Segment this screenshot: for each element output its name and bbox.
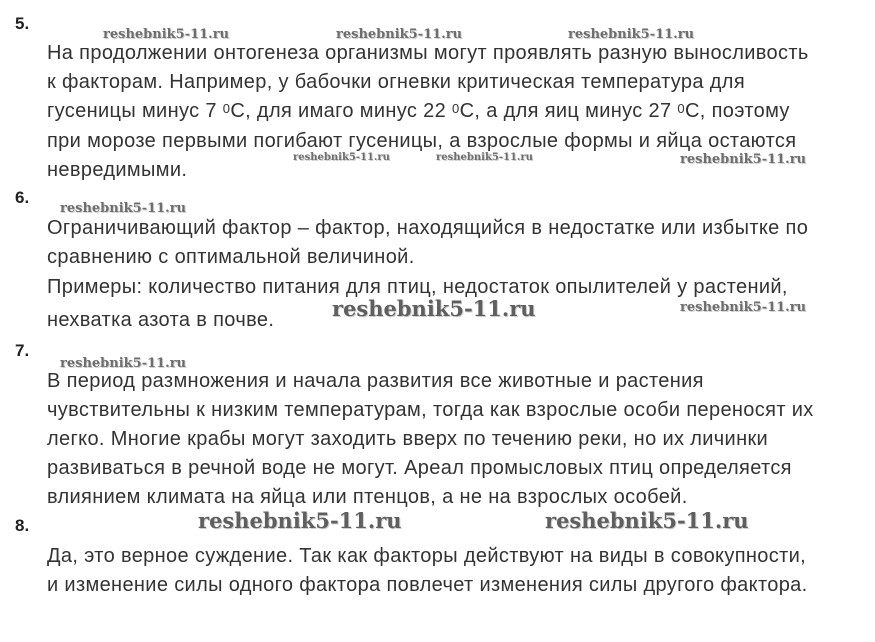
watermark: reshebnik5-11.ru (60, 356, 187, 371)
paragraph-line: Примеры: количество питания для птиц, недостаток опылителей у растений, (47, 276, 788, 298)
paragraph-line: к факторам. Например, у бабочки огневки критическая температура для (47, 71, 746, 93)
watermark: reshebnik5-11.ru (198, 508, 402, 533)
watermark: reshebnik5-11.ru (568, 27, 695, 42)
degree-superscript: 0 (222, 101, 231, 116)
paragraph-line: Да, это верное суждение. Так как факторы действуют на виды в совокупности, (47, 545, 807, 567)
paragraph-line: чувствительны к низким температурам, тогда как взрослые особи переносят их (47, 399, 814, 421)
degree-superscript: 0 (677, 101, 685, 116)
paragraph-line: нехватка азота в почве. (47, 309, 275, 331)
watermark: reshebnik5-11.ru (332, 296, 536, 321)
watermark: reshebnik5-11.ru (680, 300, 807, 315)
paragraph-line: легко. Многие крабы могут заходить вверх по течению реки, но их личинки (47, 428, 769, 450)
paragraph-line: при морозе первыми погибают гусеницы, а взрослые формы и яйца остаются (47, 130, 797, 152)
paragraph-line: В период размножения и начала развития все животные и растения (47, 370, 704, 392)
paragraph-line: невредимыми. (47, 159, 188, 181)
item-number: 8. (15, 516, 30, 535)
watermark: reshebnik5-11.ru (293, 152, 390, 163)
watermark: reshebnik5-11.ru (436, 152, 533, 163)
paragraph-line: развиваться в речной воде не могут. Ареал промысловых птиц определяется (47, 457, 792, 479)
watermark: reshebnik5-11.ru (103, 27, 230, 42)
watermark: reshebnik5-11.ru (680, 152, 807, 167)
paragraph-line: гусеницы минус 7 $^0$C, для имаго минус 22 $^0$C, а для яиц минус 27 $^0$C, поэтому (47, 100, 790, 122)
paragraph-line: влиянием климата на яйца или птенцов, а не на взрослых особей. (47, 486, 688, 508)
paragraph-line: сравнению с оптимальной величиной. (47, 246, 415, 268)
item-number: 7. (15, 341, 30, 360)
watermark: reshebnik5-11.ru (545, 508, 749, 533)
item-number: 6. (15, 188, 30, 207)
paragraph-line: и изменение силы одного фактора повлечет изменения силы другого фактора. (47, 574, 808, 596)
paragraph-line: На продолжении онтогенеза организмы могут проявлять разную выносливость (47, 42, 809, 64)
watermark: reshebnik5-11.ru (336, 27, 463, 42)
degree-superscript: 0 (452, 101, 460, 116)
paragraph-line: Ограничивающий фактор – фактор, находящийся в недостатке или избытке по (47, 217, 809, 239)
item-number: 5. (15, 14, 30, 33)
watermark: reshebnik5-11.ru (60, 201, 187, 216)
